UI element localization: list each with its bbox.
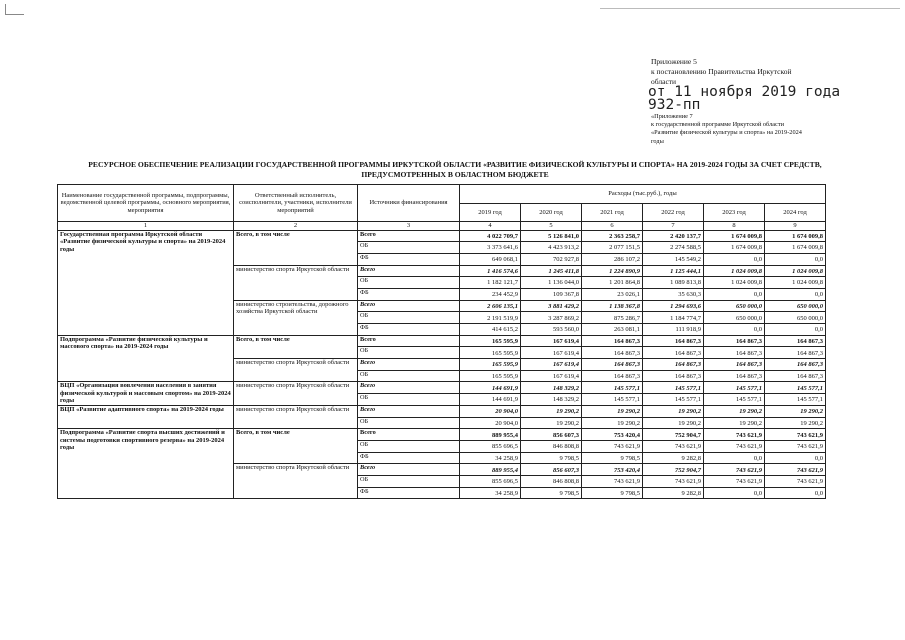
source-cell: ОБ: [358, 312, 460, 324]
executor-cell: министерство спорта Иркутской области: [234, 464, 358, 499]
value-cell: 145 577,1: [643, 382, 704, 394]
table-row: [58, 230, 826, 242]
value-cell: 649 068,1: [460, 253, 521, 265]
column-number: 1: [58, 222, 234, 231]
corner-mark: [5, 4, 24, 15]
source-cell: ОБ: [358, 394, 460, 406]
value-cell: 2 420 137,7: [643, 230, 704, 242]
value-cell: 9 798,5: [521, 487, 582, 499]
value-cell: 164 867,3: [643, 335, 704, 347]
value-cell: 1 416 574,6: [460, 265, 521, 277]
executor-cell: министерство спорта Иркутской области: [234, 359, 358, 382]
value-cell: 145 577,1: [643, 394, 704, 406]
value-cell: 164 867,3: [765, 359, 826, 371]
column-number: 4: [460, 222, 521, 231]
scan-edge-line: [600, 8, 900, 9]
value-cell: 855 696,5: [460, 476, 521, 488]
value-cell: 167 619,4: [521, 370, 582, 382]
value-cell: 145 577,1: [765, 382, 826, 394]
value-cell: 846 808,8: [521, 476, 582, 488]
value-cell: 702 927,8: [521, 253, 582, 265]
value-cell: 743 621,9: [765, 464, 826, 476]
value-cell: 5 126 841,0: [521, 230, 582, 242]
value-cell: 1 674 009,8: [704, 242, 765, 254]
year-header: 2019 год: [460, 204, 521, 222]
source-cell: Всего: [358, 429, 460, 441]
value-cell: 19 290,2: [521, 417, 582, 429]
value-cell: 19 290,2: [643, 417, 704, 429]
value-cell: 0,0: [704, 253, 765, 265]
value-cell: 752 904,7: [643, 464, 704, 476]
value-cell: 19 290,2: [765, 405, 826, 417]
value-cell: 148 329,2: [521, 394, 582, 406]
value-cell: 145 549,2: [643, 253, 704, 265]
value-cell: 0,0: [704, 288, 765, 300]
value-cell: 19 290,2: [582, 417, 643, 429]
value-cell: 164 867,3: [765, 347, 826, 359]
value-cell: 1 294 693,6: [643, 300, 704, 312]
value-cell: 0,0: [765, 253, 826, 265]
program-name-cell: ВЦП «Организация вовлечения населения в занятия физической культурой и массовым спортом» на 2019-2024 годы: [58, 382, 234, 406]
header-name: Наименование государственной программы, подпрограммы, ведомственной целевой программы, основного мероприятия, мероприятия: [58, 185, 234, 222]
appendix2-line-4: годы: [651, 137, 664, 145]
value-cell: 0,0: [765, 324, 826, 336]
value-cell: 19 290,2: [704, 405, 765, 417]
value-cell: 743 621,9: [582, 476, 643, 488]
column-number: 8: [704, 222, 765, 231]
value-cell: 145 577,1: [704, 382, 765, 394]
value-cell: 23 026,1: [582, 288, 643, 300]
value-cell: 856 607,3: [521, 464, 582, 476]
value-cell: 0,0: [765, 288, 826, 300]
year-header: 2022 год: [643, 204, 704, 222]
value-cell: 2 191 519,9: [460, 312, 521, 324]
value-cell: 263 081,1: [582, 324, 643, 336]
value-cell: 1 024 009,8: [765, 277, 826, 289]
value-cell: 164 867,3: [704, 335, 765, 347]
value-cell: 2 606 135,1: [460, 300, 521, 312]
value-cell: 0,0: [704, 324, 765, 336]
appendix-line-3: области: [651, 77, 677, 86]
value-cell: 165 595,9: [460, 359, 521, 371]
value-cell: 753 420,4: [582, 464, 643, 476]
executor-cell: министерство спорта Иркутской области: [234, 265, 358, 300]
value-cell: 855 696,5: [460, 441, 521, 453]
value-cell: 0,0: [765, 487, 826, 499]
source-cell: Всего: [358, 230, 460, 242]
value-cell: 4 022 709,7: [460, 230, 521, 242]
value-cell: 1 674 009,8: [765, 230, 826, 242]
table-body: [58, 230, 826, 499]
value-cell: 856 607,3: [521, 429, 582, 441]
value-cell: 4 423 913,2: [521, 242, 582, 254]
value-cell: 167 619,4: [521, 359, 582, 371]
column-number: 2: [234, 222, 358, 231]
value-cell: 743 621,9: [704, 464, 765, 476]
value-cell: 1 024 009,8: [704, 265, 765, 277]
value-cell: 1 245 411,8: [521, 265, 582, 277]
value-cell: 9 798,5: [582, 452, 643, 464]
appendix2-line-1: «Приложение 7: [651, 113, 693, 120]
source-cell: Всего: [358, 405, 460, 417]
value-cell: 0,0: [704, 452, 765, 464]
value-cell: 743 621,9: [765, 476, 826, 488]
source-cell: ФБ: [358, 324, 460, 336]
value-cell: 148 329,2: [521, 382, 582, 394]
value-cell: 167 619,4: [521, 335, 582, 347]
column-numbers-row: [58, 222, 826, 231]
value-cell: 19 290,2: [765, 417, 826, 429]
decree-date: от 11 ноября 2019 года: [648, 84, 841, 100]
value-cell: 164 867,3: [582, 370, 643, 382]
value-cell: 743 621,9: [704, 476, 765, 488]
value-cell: 1 201 864,8: [582, 277, 643, 289]
value-cell: 164 867,3: [765, 335, 826, 347]
value-cell: 20 904,0: [460, 405, 521, 417]
value-cell: 9 798,5: [582, 487, 643, 499]
column-number: 3: [358, 222, 460, 231]
source-cell: Всего: [358, 300, 460, 312]
value-cell: 164 867,3: [704, 370, 765, 382]
source-cell: ФБ: [358, 452, 460, 464]
value-cell: 164 867,3: [643, 370, 704, 382]
year-header: 2021 год: [582, 204, 643, 222]
source-cell: ОБ: [358, 277, 460, 289]
program-name-cell: Подпрограмма «Развитие физической культуры и массового спорта» на 2019-2024 годы: [58, 335, 234, 382]
column-number: 9: [765, 222, 826, 231]
source-cell: ОБ: [358, 370, 460, 382]
value-cell: 34 258,9: [460, 487, 521, 499]
value-cell: 145 577,1: [582, 394, 643, 406]
value-cell: 743 621,9: [704, 441, 765, 453]
appendix2-line-2: к государственной программе Иркутской области: [651, 121, 784, 129]
value-cell: 19 290,2: [643, 405, 704, 417]
value-cell: 889 955,4: [460, 429, 521, 441]
value-cell: 0,0: [704, 487, 765, 499]
value-cell: 164 867,3: [765, 370, 826, 382]
source-cell: ОБ: [358, 476, 460, 488]
source-cell: Всего: [358, 359, 460, 371]
header-executor: Ответственный исполнитель, соисполнители, участники, исполнители мероприятий: [234, 185, 358, 222]
value-cell: 109 367,8: [521, 288, 582, 300]
value-cell: 743 621,9: [643, 441, 704, 453]
executor-cell: министерство спорта Иркутской области: [234, 382, 358, 406]
value-cell: 650 000,0: [704, 312, 765, 324]
value-cell: 1 136 044,0: [521, 277, 582, 289]
source-cell: ОБ: [358, 441, 460, 453]
value-cell: 889 955,4: [460, 464, 521, 476]
program-name-cell: Государственная программа Иркутской области «Развитие физической культуры и спорта» на 2019-2024 годы: [58, 230, 234, 335]
value-cell: 111 918,9: [643, 324, 704, 336]
header-expenses: Расходы (тыс.руб.), годы: [460, 185, 826, 204]
value-cell: 414 615,2: [460, 324, 521, 336]
source-cell: ФБ: [358, 288, 460, 300]
value-cell: 34 258,9: [460, 452, 521, 464]
column-number: 5: [521, 222, 582, 231]
value-cell: 164 867,3: [643, 359, 704, 371]
value-cell: 164 867,3: [582, 335, 643, 347]
title-line-1: РЕСУРСНОЕ ОБЕСПЕЧЕНИЕ РЕАЛИЗАЦИИ ГОСУДАРСТВЕННОЙ ПРОГРАММЫ ИРКУТСКОЙ ОБЛАСТИ «РАЗВИТИЕ ФИЗИЧЕСКОЙ КУЛЬТУРЫ И СПОРТА» НА 2019-2024 ГОДЫ ЗА СЧЕТ СРЕДСТВ,: [88, 160, 822, 169]
value-cell: 3 373 641,6: [460, 242, 521, 254]
value-cell: 1 024 009,8: [765, 265, 826, 277]
value-cell: 743 621,9: [765, 441, 826, 453]
appendix2-block: [651, 113, 802, 146]
value-cell: 650 000,0: [765, 300, 826, 312]
source-cell: Всего: [358, 335, 460, 347]
title-line-2: ПРЕДУСМОТРЕННЫХ В ОБЛАСТНОМ БЮДЖЕТЕ: [361, 169, 549, 179]
value-cell: 743 621,9: [704, 429, 765, 441]
value-cell: 875 286,7: [582, 312, 643, 324]
value-cell: 144 691,9: [460, 394, 521, 406]
value-cell: 35 630,3: [643, 288, 704, 300]
source-cell: ОБ: [358, 347, 460, 359]
value-cell: 9 282,8: [643, 452, 704, 464]
executor-cell: Всего, в том числе: [234, 429, 358, 464]
value-cell: 145 577,1: [704, 394, 765, 406]
value-cell: 234 452,9: [460, 288, 521, 300]
source-cell: Всего: [358, 265, 460, 277]
executor-cell: Всего, в том числе: [234, 230, 358, 265]
executor-cell: министерство строительства, дорожного хозяйства Иркутской области: [234, 300, 358, 335]
value-cell: 0,0: [765, 452, 826, 464]
decree-number: 932-пп: [648, 97, 701, 113]
executor-cell: Всего, в том числе: [234, 335, 358, 358]
appendix-line-1: Приложение 5: [651, 57, 697, 66]
appendix-block: [651, 57, 792, 87]
value-cell: 164 867,3: [704, 347, 765, 359]
source-cell: Всего: [358, 464, 460, 476]
table-row: [58, 335, 826, 347]
value-cell: 144 691,9: [460, 382, 521, 394]
value-cell: 1 184 774,7: [643, 312, 704, 324]
value-cell: 753 420,4: [582, 429, 643, 441]
header-source: Источники финансирования: [358, 185, 460, 222]
value-cell: 1 674 009,8: [765, 242, 826, 254]
year-header: 2023 год: [704, 204, 765, 222]
value-cell: 1 125 444,1: [643, 265, 704, 277]
value-cell: 19 290,2: [521, 405, 582, 417]
value-cell: 164 867,3: [582, 359, 643, 371]
value-cell: 2 274 588,5: [643, 242, 704, 254]
decree-stamp: [648, 86, 840, 112]
source-cell: ОБ: [358, 242, 460, 254]
source-cell: ОБ: [358, 417, 460, 429]
value-cell: 650 000,0: [765, 312, 826, 324]
page-title: [60, 160, 850, 179]
value-cell: 165 595,9: [460, 347, 521, 359]
value-cell: 164 867,3: [704, 359, 765, 371]
value-cell: 2 363 258,7: [582, 230, 643, 242]
value-cell: 164 867,3: [582, 347, 643, 359]
table-row: [58, 429, 826, 441]
value-cell: 286 107,2: [582, 253, 643, 265]
value-cell: 3 287 869,2: [521, 312, 582, 324]
table-row: [58, 405, 826, 417]
value-cell: 743 621,9: [643, 476, 704, 488]
value-cell: 20 904,0: [460, 417, 521, 429]
appendix2-line-3: «Развитие физической культуры и спорта» на 2019-2024: [651, 129, 802, 137]
year-header: 2020 год: [521, 204, 582, 222]
value-cell: 2 077 151,5: [582, 242, 643, 254]
value-cell: 9 282,8: [643, 487, 704, 499]
value-cell: 19 290,2: [582, 405, 643, 417]
appendix-line-2: к постановлению Правительства Иркутской: [651, 67, 792, 76]
value-cell: 752 904,7: [643, 429, 704, 441]
program-name-cell: Подпрограмма «Развитие спорта высших достижений и системы подготовки спортивного резерва» на 2019-2024 годы: [58, 429, 234, 499]
value-cell: 164 867,3: [643, 347, 704, 359]
column-number: 7: [643, 222, 704, 231]
value-cell: 593 560,0: [521, 324, 582, 336]
resource-table: [57, 184, 826, 499]
value-cell: 743 621,9: [765, 429, 826, 441]
value-cell: 9 798,5: [521, 452, 582, 464]
value-cell: 1 138 367,8: [582, 300, 643, 312]
value-cell: 1 089 813,8: [643, 277, 704, 289]
value-cell: 1 674 009,8: [704, 230, 765, 242]
source-cell: ФБ: [358, 253, 460, 265]
value-cell: 165 595,9: [460, 335, 521, 347]
value-cell: 145 577,1: [582, 382, 643, 394]
source-cell: Всего: [358, 382, 460, 394]
value-cell: 165 595,9: [460, 370, 521, 382]
table-row: [58, 382, 826, 394]
value-cell: 19 290,2: [704, 417, 765, 429]
column-number: 6: [582, 222, 643, 231]
program-name-cell: ВЦП «Развитие адаптивного спорта» на 2019-2024 годы: [58, 405, 234, 428]
value-cell: 1 224 890,9: [582, 265, 643, 277]
value-cell: 846 808,8: [521, 441, 582, 453]
executor-cell: министерство спорта Иркутской области: [234, 405, 358, 428]
year-header: 2024 год: [765, 204, 826, 222]
value-cell: 743 621,9: [582, 441, 643, 453]
value-cell: 3 881 429,2: [521, 300, 582, 312]
value-cell: 167 619,4: [521, 347, 582, 359]
value-cell: 145 577,1: [765, 394, 826, 406]
value-cell: 650 000,0: [704, 300, 765, 312]
value-cell: 1 182 121,7: [460, 277, 521, 289]
value-cell: 1 024 009,8: [704, 277, 765, 289]
source-cell: ФБ: [358, 487, 460, 499]
